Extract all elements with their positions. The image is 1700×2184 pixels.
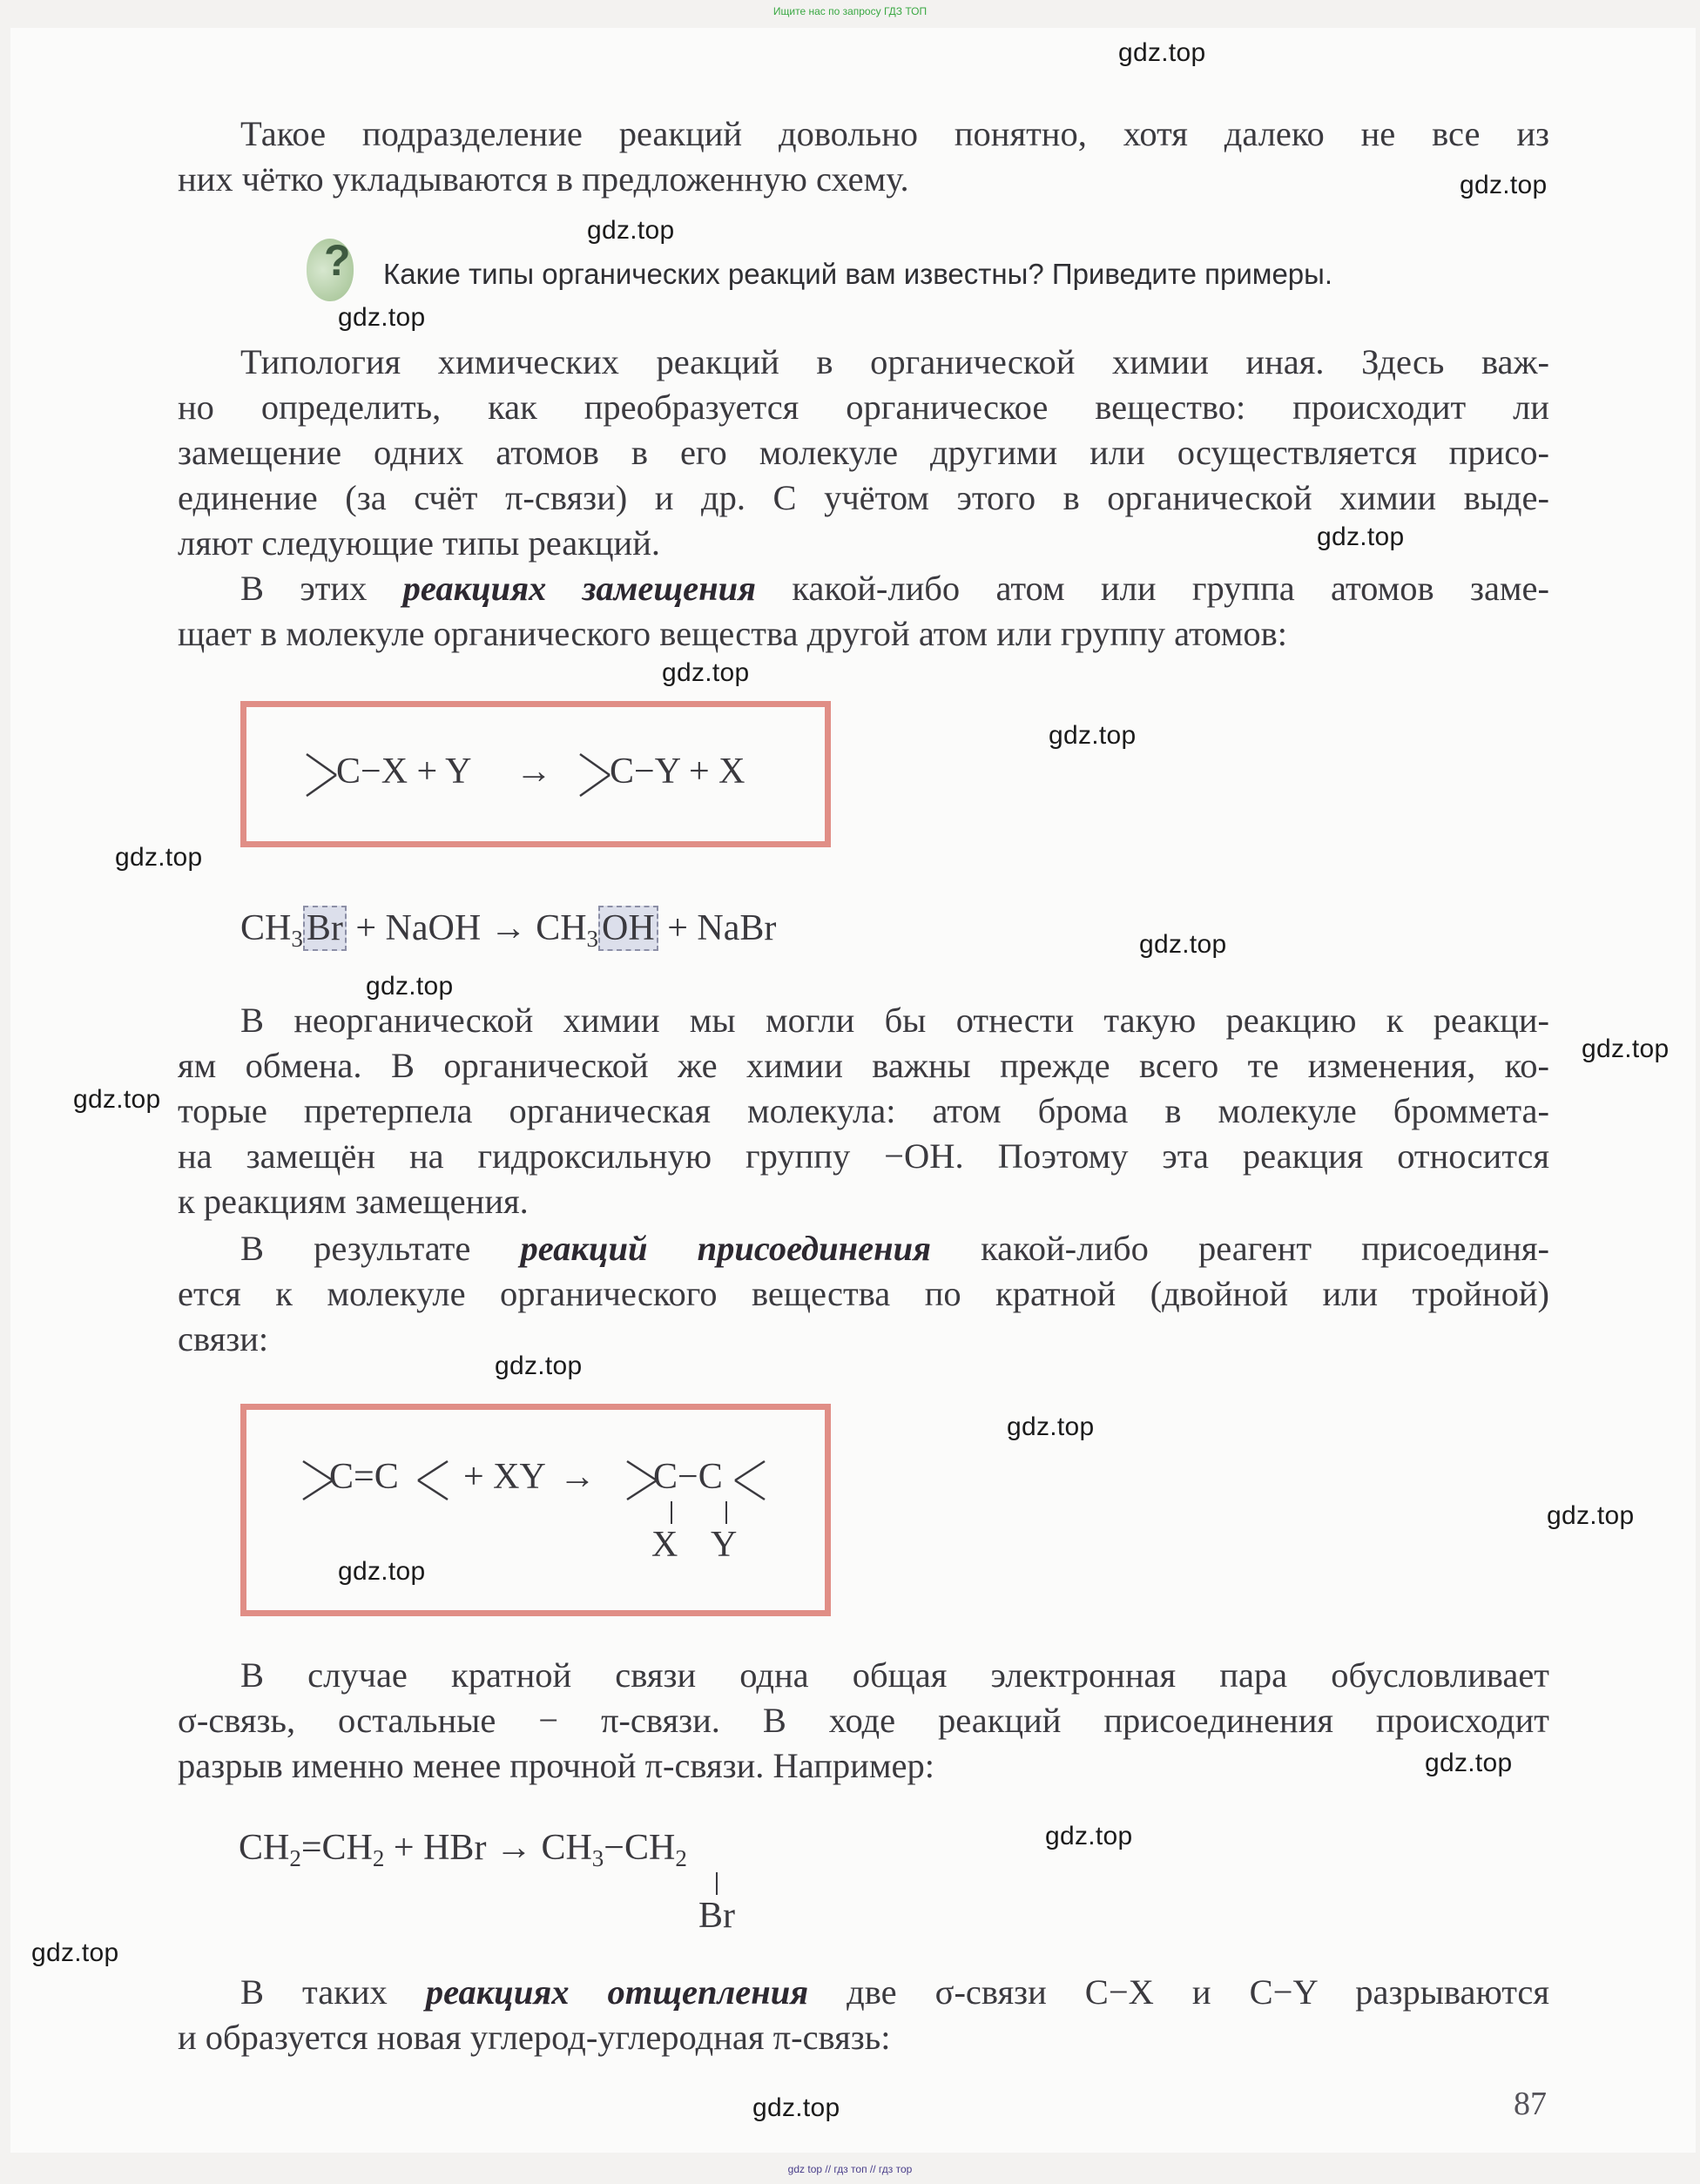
bond-line-x bbox=[671, 1501, 672, 1524]
addition-scheme-box bbox=[240, 1404, 831, 1616]
addition-scheme-left: C=C bbox=[329, 1457, 399, 1497]
watermark: gdz.top bbox=[1045, 1822, 1133, 1850]
example-arrow: → bbox=[489, 908, 527, 948]
watermark: gdz.top bbox=[338, 303, 426, 332]
substitution-term: реакциях замещения bbox=[402, 569, 756, 608]
elimination-post: две σ-связи C−X и C−Y разрываются bbox=[847, 1972, 1549, 2012]
watermark: gdz.top bbox=[1582, 1035, 1670, 1063]
question-text: Какие типы органических реакций вам известны? Приведите примеры. bbox=[383, 258, 1333, 290]
multiple-bond-paragraph bbox=[178, 1653, 1549, 1789]
example-ch3: CH bbox=[240, 908, 292, 948]
typology-line-2: но определить, как преобразуется органическое вещество: происходит ли bbox=[178, 388, 1549, 427]
bond-fork-left-1 bbox=[305, 749, 340, 801]
watermark: gdz.top bbox=[31, 1938, 119, 1967]
ex2-sub-d: 2 bbox=[675, 1845, 687, 1871]
watermark: gdz.top bbox=[662, 658, 750, 687]
example-sub3: 3 bbox=[291, 926, 303, 952]
ex2-arrow: → bbox=[495, 1828, 532, 1868]
watermark: gdz.top bbox=[73, 1085, 161, 1114]
addition-term: реакций присоединения bbox=[520, 1229, 932, 1268]
typology-line-4: единение (за счёт π-связи) и др. С учётом этого в органической химии выде- bbox=[178, 478, 1549, 517]
inorganic-line-3: торые претерпела органическая молекула: атом брома в молекуле броммета- bbox=[178, 1091, 1549, 1130]
typology-line-1: Типология химических реакций в органической химии иная. Здесь важ- bbox=[240, 342, 1549, 381]
addition-scheme-x: X bbox=[651, 1525, 678, 1565]
addition-line-2: ется к молекуле органического вещества по кратной (двойной или тройной) bbox=[178, 1274, 1549, 1313]
substitution-example bbox=[240, 906, 776, 953]
inorganic-line-2: ям обмена. В органической же химии важны прежде всего те изменения, ко- bbox=[178, 1046, 1549, 1085]
addition-scheme-y: Y bbox=[711, 1525, 738, 1565]
watermark: gdz.top bbox=[1317, 522, 1405, 551]
inorganic-line-1: В неорганической химии мы могли бы отнести такую реакцию к реакци- bbox=[240, 1001, 1549, 1040]
inorganic-paragraph bbox=[178, 998, 1549, 1224]
top-banner[interactable]: Ищите нас по запросу ГДЗ ТОП bbox=[772, 5, 928, 17]
watermark: gdz.top bbox=[1460, 171, 1548, 199]
multiple-line-2: σ-связь, остальные − π-связи. В ходе реакций присоединения происходит bbox=[178, 1701, 1549, 1740]
multiple-line-3: разрыв именно менее прочной π-связи. Например: bbox=[178, 1746, 934, 1785]
watermark: gdz.top bbox=[752, 2093, 840, 2122]
elimination-paragraph bbox=[178, 1970, 1549, 2060]
watermark: gdz.top bbox=[115, 843, 203, 872]
typology-line-3: замещение одних атомов в его молекуле другими или осуществляется присо- bbox=[178, 433, 1549, 472]
multiple-line-1: В случае кратной связи одна общая электронная пара обусловливает bbox=[240, 1655, 1549, 1695]
addition-scheme-arrow: → bbox=[559, 1457, 596, 1497]
addition-scheme-right: C−C bbox=[653, 1457, 723, 1497]
ex2-sub-b: 2 bbox=[372, 1845, 385, 1871]
watermark: gdz.top bbox=[495, 1352, 583, 1380]
watermark: gdz.top bbox=[1425, 1749, 1513, 1777]
ex2-hbr: + HBr bbox=[393, 1828, 487, 1868]
substitution-pre: В этих bbox=[240, 569, 368, 608]
example-ch3b: CH bbox=[536, 908, 587, 948]
elimination-term: реакциях отщепления bbox=[425, 1972, 809, 2012]
inorganic-line-4: на замещён на гидроксильную группу −OH. Поэтому эта реакция относится bbox=[178, 1136, 1549, 1176]
inorganic-line-5: к реакциям замещения. bbox=[178, 1182, 529, 1221]
watermark: gdz.top bbox=[366, 972, 454, 1001]
ex2-ch2-c: CH bbox=[624, 1828, 676, 1868]
example-nabr: + NaBr bbox=[667, 908, 777, 948]
addition-line-3: связи: bbox=[178, 1319, 269, 1358]
example-naoh: + NaOH bbox=[355, 908, 482, 948]
watermark: gdz.top bbox=[1007, 1412, 1095, 1441]
example-oh-highlight: OH bbox=[598, 906, 658, 951]
ex2-sub-a: 2 bbox=[289, 1845, 301, 1871]
watermark: gdz.top bbox=[587, 216, 675, 245]
substitution-scheme-arrow: → bbox=[516, 752, 552, 792]
intro-line-2: них чётко укладываются в предложенную схему. bbox=[178, 159, 909, 199]
bond-fork-left-2 bbox=[578, 749, 613, 801]
intro-paragraph bbox=[178, 111, 1549, 202]
ex2-ch2-a: CH bbox=[239, 1828, 290, 1868]
substitution-post: какой-либо атом или группа атомов заме- bbox=[792, 569, 1550, 608]
substitution-line-2: щает в молекуле органического вещества другой атом или группу атомов: bbox=[178, 614, 1287, 653]
bond-fork-right-1 bbox=[415, 1456, 449, 1505]
ex2-double-bond: = bbox=[300, 1828, 322, 1868]
example-br-highlight: Br bbox=[303, 906, 347, 951]
addition-post: какой-либо реагент присоединя- bbox=[981, 1229, 1550, 1268]
bond-fork-right-2 bbox=[732, 1456, 766, 1505]
ex2-bond-line-br bbox=[716, 1872, 718, 1895]
substitution-scheme-right: C−Y + X bbox=[610, 752, 745, 792]
question-mark-icon: ? bbox=[324, 236, 351, 285]
addition-scheme-plus: + XY bbox=[463, 1457, 546, 1497]
addition-example bbox=[239, 1827, 687, 1872]
watermark: gdz.top bbox=[1118, 38, 1206, 67]
watermark: gdz.top bbox=[1049, 721, 1137, 750]
watermark: gdz.top bbox=[1139, 930, 1227, 959]
elimination-line-2: и образуется новая углерод-углеродная π-связь: bbox=[178, 2018, 891, 2057]
watermark: gdz.top bbox=[338, 1557, 426, 1586]
bond-line-y bbox=[725, 1501, 727, 1524]
watermark: gdz.top bbox=[1547, 1501, 1635, 1530]
ex2-ch3: CH bbox=[541, 1828, 592, 1868]
example-sub3b: 3 bbox=[586, 926, 599, 952]
ex2-single-bond: − bbox=[604, 1828, 624, 1868]
substitution-paragraph bbox=[178, 566, 1549, 657]
intro-line-1: Такое подразделение реакций довольно понятно, хотя далеко не все из bbox=[240, 114, 1549, 153]
ex2-ch2-b: CH bbox=[321, 1828, 373, 1868]
page-number: 87 bbox=[1514, 2086, 1547, 2122]
addition-pre: В результате bbox=[240, 1229, 471, 1268]
addition-paragraph bbox=[178, 1226, 1549, 1362]
bottom-banner[interactable]: gdz top // гдз топ // гдз тор bbox=[787, 2163, 913, 2175]
ex2-br: Br bbox=[698, 1896, 735, 1936]
elimination-pre: В таких bbox=[240, 1972, 388, 2012]
ex2-sub-c: 3 bbox=[591, 1845, 604, 1871]
typology-line-5: ляют следующие типы реакций. bbox=[178, 523, 660, 563]
substitution-scheme-left: C−X + Y bbox=[336, 752, 472, 792]
